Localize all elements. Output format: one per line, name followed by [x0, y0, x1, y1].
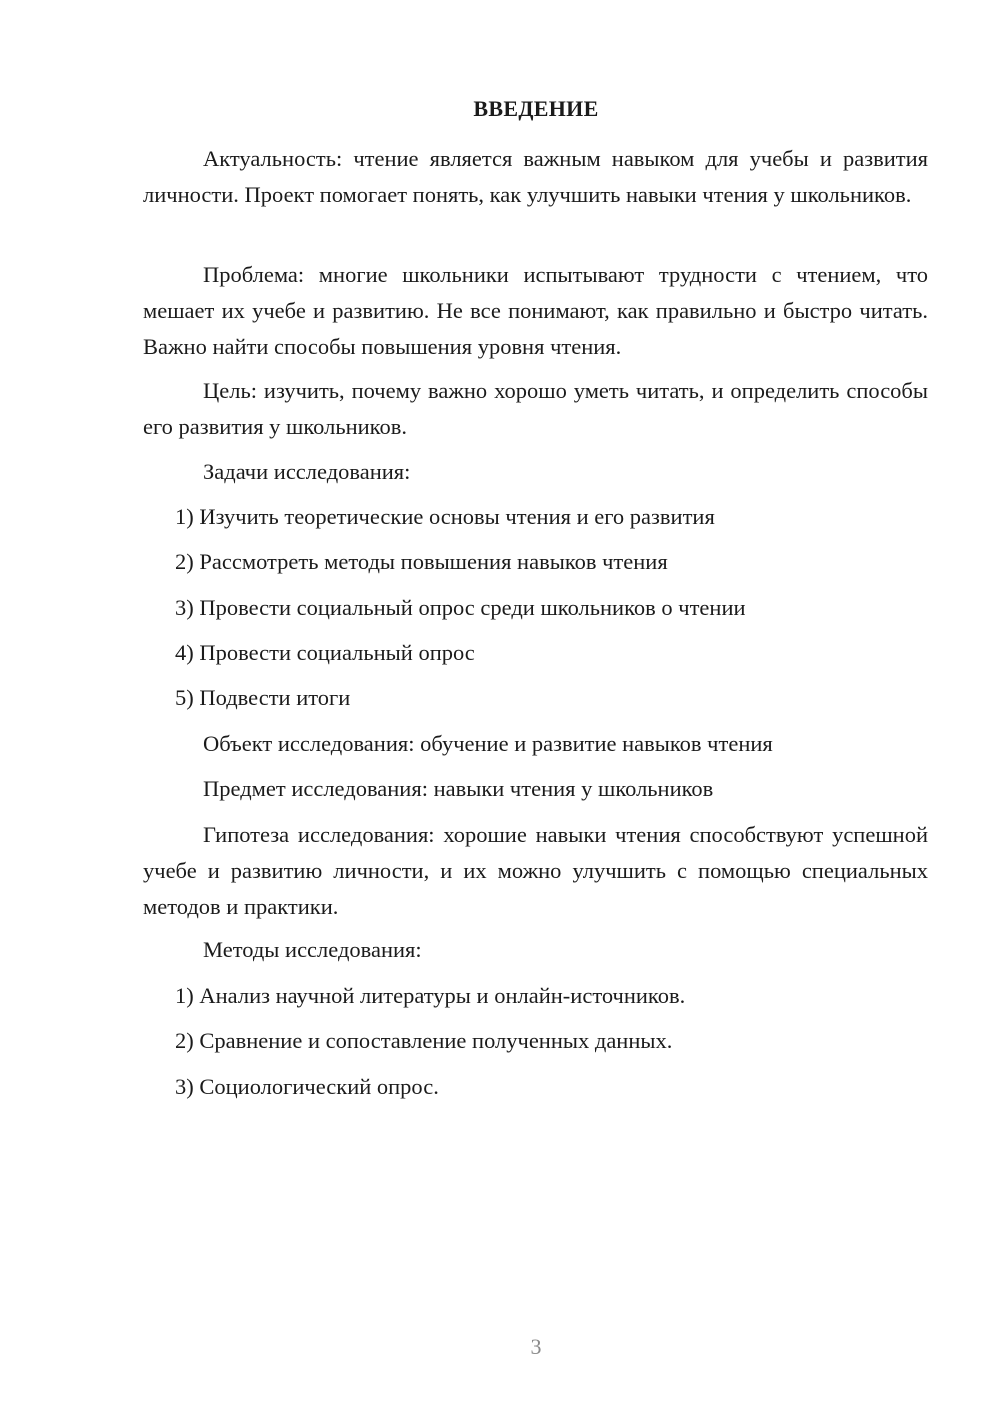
page-number: 3	[530, 1334, 542, 1359]
method-item: 1) Анализ научной литературы и онлайн-источников.	[175, 983, 686, 1008]
method-item: 2) Сравнение и сопоставление полученных данных.	[175, 1028, 673, 1053]
section-title: ВВЕДЕНИЕ	[473, 96, 599, 121]
method-item: 3) Социологический опрос.	[175, 1074, 439, 1099]
hypothesis-paragraph: Гипотеза исследования: хорошие навыки чтения способствуют успешной учебе и развитию личности, и их можно улучшить с помощью специальных методов и практики.	[143, 822, 928, 919]
task-item: 1) Изучить теоретические основы чтения и его развития	[175, 504, 715, 529]
tasks-heading: Задачи исследования:	[203, 459, 411, 484]
object-line: Объект исследования: обучение и развитие навыков чтения	[203, 731, 773, 756]
task-item: 4) Провести социальный опрос	[175, 640, 475, 665]
problem-paragraph: Проблема: многие школьники испытывают трудности с чтением, что мешает их учебе и развитию. Не все понимают, как правильно и быстро читать. Важно найти способы повышения уровня чтения.	[143, 262, 928, 359]
relevance-paragraph: Актуальность: чтение является важным навыком для учебы и развития личности. Проект помогает понять, как улучшить навыки чтения у школьников.	[143, 146, 928, 207]
methods-heading: Методы исследования:	[203, 937, 422, 962]
task-item: 3) Провести социальный опрос среди школьников о чтении	[175, 595, 746, 620]
task-item: 5) Подвести итоги	[175, 685, 351, 710]
goal-paragraph: Цель: изучить, почему важно хорошо уметь читать, и определить способы его развития у школьников.	[143, 378, 928, 439]
task-item: 2) Рассмотреть методы повышения навыков чтения	[175, 549, 668, 574]
subject-line: Предмет исследования: навыки чтения у школьников	[203, 776, 714, 801]
